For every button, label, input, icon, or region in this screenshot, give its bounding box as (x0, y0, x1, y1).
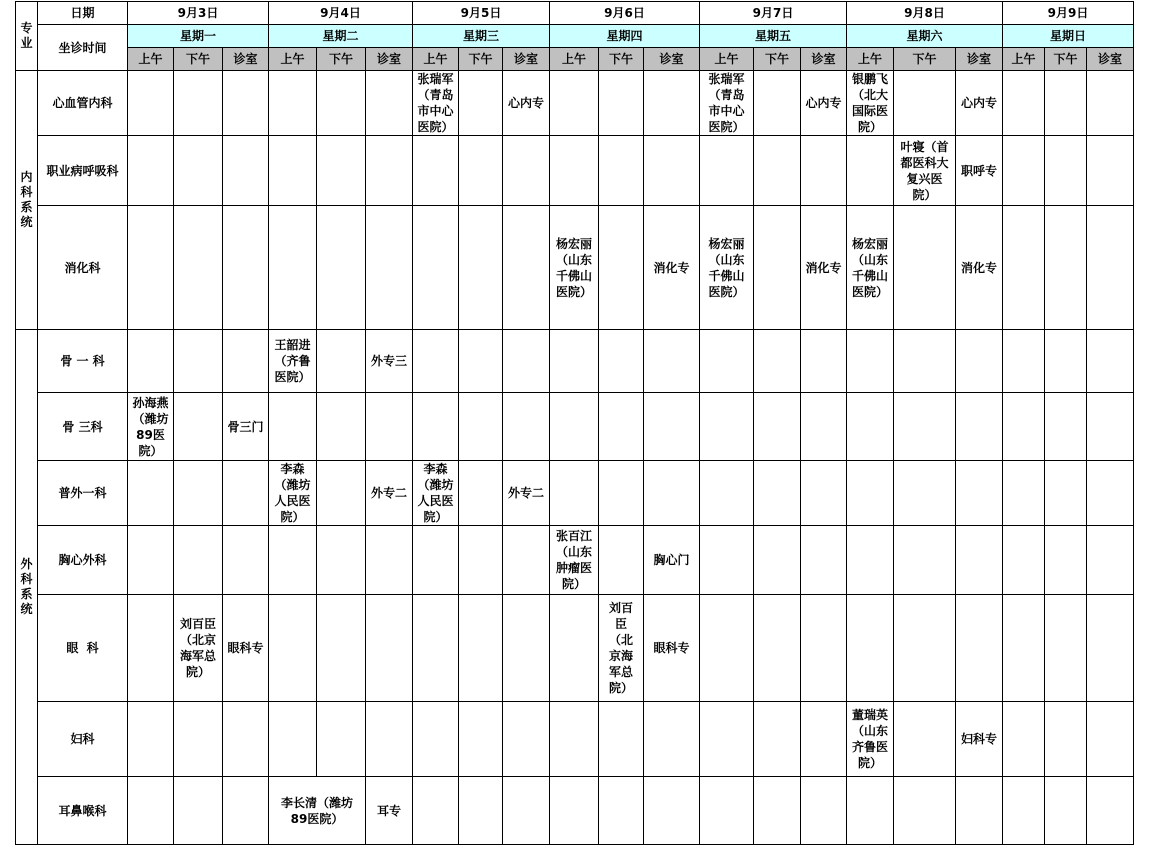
room-entry: 心内专 (801, 71, 847, 136)
room-entry: 妇科专 (956, 702, 1003, 777)
room-entry: 骨三门 (223, 393, 269, 461)
doctor-entry: 张瑞军 （青岛 市中心 医院） (417, 72, 454, 134)
weekday-sat: 星期六 (847, 25, 1003, 48)
slot-room: 诊室 (801, 48, 847, 71)
room-entry: 外专二 (366, 461, 413, 526)
slot-pm: 下午 (599, 48, 644, 71)
weekday-thu: 星期四 (550, 25, 700, 48)
specialty-header: 专 业 (16, 2, 38, 71)
table-row (16, 595, 1134, 702)
date-sat: 9月8日 (847, 2, 1003, 25)
table-row (16, 461, 1134, 526)
date-label: 日期 (38, 2, 128, 25)
dept-ortho-1: 骨 一 科 (38, 330, 128, 393)
doctor-entry: 银鹏飞 （北大 国际医 院） (851, 72, 888, 134)
table-row (16, 702, 1134, 777)
dept-digestive: 消化科 (38, 206, 128, 330)
table-row (16, 71, 1134, 136)
system-internal: 内 科 系 统 (16, 71, 38, 330)
dept-gynecology: 妇科 (38, 702, 128, 777)
slot-am: 上午 (1003, 48, 1045, 71)
dept-occupational-resp: 职业病呼吸科 (38, 136, 128, 206)
date-tue: 9月4日 (269, 2, 413, 25)
table-row (16, 393, 1134, 461)
table-row (16, 136, 1134, 206)
slot-am: 上午 (700, 48, 754, 71)
doctor-entry: 杨宏丽 （山东 千佛山 医院） (708, 236, 745, 299)
weekday-wed: 星期三 (413, 25, 550, 48)
slot-am: 上午 (550, 48, 599, 71)
slot-pm: 下午 (894, 48, 956, 71)
room-entry: 心内专 (503, 71, 550, 136)
slot-room: 诊室 (503, 48, 550, 71)
schedule-table (15, 1, 1134, 845)
doctor-entry: 孙海燕 （潍坊 89医 院） (132, 395, 169, 458)
table-row (16, 526, 1134, 595)
dept-thoracic: 胸心外科 (38, 526, 128, 595)
dept-ortho-3: 骨 三科 (38, 393, 128, 461)
slot-pm: 下午 (174, 48, 223, 71)
date-mon: 9月3日 (128, 2, 269, 25)
dept-cardio: 心血管内科 (38, 71, 128, 136)
slot-pm: 下午 (459, 48, 503, 71)
slot-am: 上午 (128, 48, 174, 71)
slot-room: 诊室 (1087, 48, 1134, 71)
doctor-entry: 李森 （潍坊 人民医 院） (417, 462, 454, 524)
doctor-entry: 李长清（潍坊 89医院） (280, 795, 353, 826)
date-wed: 9月5日 (413, 2, 550, 25)
table-row (16, 206, 1134, 330)
doctor-entry: 张瑞军 （青岛 市中心 医院） (708, 72, 745, 134)
dept-ent: 耳鼻喉科 (38, 777, 128, 845)
slot-room: 诊室 (366, 48, 413, 71)
room-entry: 外专三 (366, 330, 413, 393)
slot-room: 诊室 (956, 48, 1003, 71)
slot-pm: 下午 (754, 48, 801, 71)
doctor-entry: 刘百臣 （北京 海军总 院） (179, 617, 216, 679)
room-entry: 消化专 (644, 206, 700, 330)
room-entry: 心内专 (956, 71, 1003, 136)
room-entry: 外专二 (503, 461, 550, 526)
room-entry: 耳专 (366, 777, 413, 845)
weekday-sun: 星期日 (1003, 25, 1134, 48)
weekday-mon: 星期一 (128, 25, 269, 48)
date-sun: 9月9日 (1003, 2, 1134, 25)
dept-ophthalmology: 眼 科 (38, 595, 128, 702)
dept-general-surgery-1: 普外一科 (38, 461, 128, 526)
weekday-fri: 星期五 (700, 25, 847, 48)
table-row (16, 330, 1134, 393)
doctor-entry: 王韶进 （齐鲁 医院） (274, 338, 311, 384)
doctor-entry: 张百江 （山东 肿瘤医 院） (555, 529, 592, 591)
doctor-entry: 叶寝（首 都医科大 复兴医 院） (900, 139, 949, 202)
slot-am: 上午 (847, 48, 894, 71)
room-entry: 消化专 (801, 206, 847, 330)
slot-pm: 下午 (1045, 48, 1087, 71)
slot-room: 诊室 (644, 48, 700, 71)
weekday-tue: 星期二 (269, 25, 413, 48)
room-entry: 眼科专 (223, 595, 269, 702)
room-entry: 眼科专 (644, 595, 700, 702)
doctor-entry: 刘百 臣 （北 京海 军总 院） (608, 601, 633, 695)
doctor-entry: 董瑞英 （山东 齐鲁医 院） (851, 708, 888, 770)
date-thu: 9月6日 (550, 2, 700, 25)
doctor-entry: 李森 （潍坊 人民医 院） (274, 462, 311, 524)
doctor-entry: 杨宏丽 （山东 千佛山 医院） (851, 236, 888, 299)
room-entry: 职呼专 (956, 136, 1003, 206)
system-surgical: 外 科 系 统 (16, 330, 38, 845)
slot-am: 上午 (269, 48, 317, 71)
room-entry: 胸心门 (644, 526, 700, 595)
slot-pm: 下午 (317, 48, 366, 71)
date-fri: 9月7日 (700, 2, 847, 25)
slot-am: 上午 (413, 48, 459, 71)
time-label: 坐诊时间 (38, 25, 128, 71)
doctor-entry: 杨宏丽 （山东 千佛山 医院） (555, 236, 592, 299)
slot-room: 诊室 (223, 48, 269, 71)
table-row (16, 777, 1134, 845)
room-entry: 消化专 (956, 206, 1003, 330)
